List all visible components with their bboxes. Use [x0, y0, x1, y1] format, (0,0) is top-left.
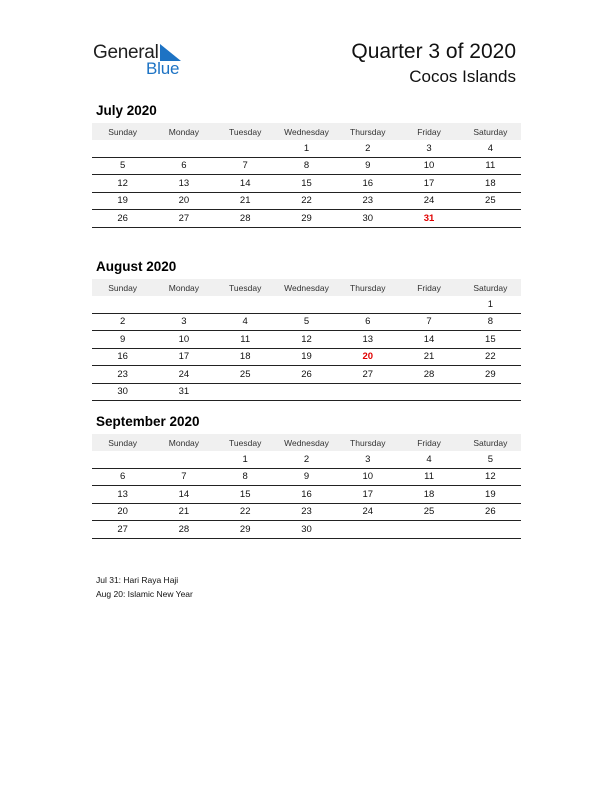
day-cell: 19 — [276, 348, 337, 366]
day-cell: 2 — [337, 140, 398, 157]
day-cell: 21 — [153, 503, 214, 521]
calendar-grid — [92, 434, 521, 539]
day-cell — [92, 140, 153, 157]
day-cell: 17 — [337, 486, 398, 504]
day-cell: 22 — [215, 503, 276, 521]
day-cell: 11 — [460, 157, 521, 175]
month-september — [92, 414, 521, 539]
day-cell — [337, 521, 398, 539]
day-cell — [153, 451, 214, 468]
day-cell: 17 — [153, 348, 214, 366]
day-cell: 13 — [153, 175, 214, 193]
holiday-notes — [96, 573, 193, 601]
day-cell: 16 — [92, 348, 153, 366]
week-row — [92, 521, 521, 539]
week-row — [92, 157, 521, 175]
day-cell: 27 — [153, 210, 214, 228]
day-cell: 22 — [460, 348, 521, 366]
day-cell: 18 — [460, 175, 521, 193]
day-cell: 6 — [337, 313, 398, 331]
week-row — [92, 486, 521, 504]
brand-general-text: General — [93, 42, 159, 63]
holiday-note: Aug 20: Islamic New Year — [96, 589, 193, 599]
weekday-header-row — [92, 123, 521, 140]
holiday-note: Jul 31: Hari Raya Haji — [96, 575, 179, 585]
day-cell: 7 — [398, 313, 459, 331]
day-cell: 2 — [276, 451, 337, 468]
week-row — [92, 140, 521, 157]
day-cell — [215, 296, 276, 313]
weekday-label: Sunday — [92, 279, 153, 296]
week-row — [92, 366, 521, 384]
weekday-label: Wednesday — [276, 123, 337, 140]
weekday-label: Thursday — [337, 279, 398, 296]
day-cell: 5 — [460, 451, 521, 468]
day-cell: 3 — [337, 451, 398, 468]
weekday-label: Wednesday — [276, 434, 337, 451]
weekday-label: Saturday — [460, 434, 521, 451]
day-cell — [398, 383, 459, 401]
day-cell: 20 — [337, 348, 398, 366]
day-cell — [337, 383, 398, 401]
week-row — [92, 192, 521, 210]
weekday-header-row — [92, 279, 521, 296]
week-row — [92, 348, 521, 366]
day-cell: 9 — [276, 468, 337, 486]
weekday-label: Saturday — [460, 279, 521, 296]
day-cell: 23 — [337, 192, 398, 210]
day-cell: 28 — [398, 366, 459, 384]
day-cell: 9 — [337, 157, 398, 175]
day-cell: 7 — [215, 157, 276, 175]
day-cell: 30 — [276, 521, 337, 539]
weekday-header-row — [92, 434, 521, 451]
day-cell: 15 — [460, 331, 521, 349]
day-cell: 25 — [398, 503, 459, 521]
day-cell: 15 — [215, 486, 276, 504]
weekday-label: Tuesday — [215, 279, 276, 296]
day-cell: 12 — [460, 468, 521, 486]
weekday-label: Monday — [153, 434, 214, 451]
day-cell: 5 — [92, 157, 153, 175]
day-cell — [460, 521, 521, 539]
day-cell: 23 — [92, 366, 153, 384]
weekday-label: Thursday — [337, 434, 398, 451]
day-cell: 26 — [276, 366, 337, 384]
page-title: Quarter 3 of 2020 — [351, 40, 516, 63]
day-cell: 18 — [398, 486, 459, 504]
day-cell: 29 — [460, 366, 521, 384]
day-cell: 1 — [276, 140, 337, 157]
month-title: July 2020 — [96, 103, 157, 118]
day-cell: 24 — [153, 366, 214, 384]
day-cell — [398, 296, 459, 313]
week-row — [92, 210, 521, 228]
day-cell: 8 — [215, 468, 276, 486]
day-cell: 27 — [92, 521, 153, 539]
day-cell: 30 — [92, 383, 153, 401]
day-cell: 1 — [215, 451, 276, 468]
day-cell — [276, 296, 337, 313]
day-cell — [153, 296, 214, 313]
weekday-label: Saturday — [460, 123, 521, 140]
day-cell — [460, 383, 521, 401]
day-cell — [215, 383, 276, 401]
weekday-label: Thursday — [337, 123, 398, 140]
day-cell: 1 — [460, 296, 521, 313]
day-cell: 25 — [215, 366, 276, 384]
day-cell: 3 — [398, 140, 459, 157]
day-cell: 4 — [215, 313, 276, 331]
week-row — [92, 175, 521, 193]
day-cell: 29 — [276, 210, 337, 228]
day-cell: 2 — [92, 313, 153, 331]
day-cell: 13 — [337, 331, 398, 349]
day-cell: 11 — [215, 331, 276, 349]
day-cell: 12 — [92, 175, 153, 193]
day-cell: 15 — [276, 175, 337, 193]
week-row — [92, 468, 521, 486]
day-cell: 27 — [337, 366, 398, 384]
day-cell: 28 — [215, 210, 276, 228]
day-cell: 14 — [215, 175, 276, 193]
day-cell: 19 — [92, 192, 153, 210]
week-row — [92, 296, 521, 313]
weekday-label: Friday — [398, 123, 459, 140]
day-cell: 10 — [398, 157, 459, 175]
day-cell: 22 — [276, 192, 337, 210]
day-cell: 18 — [215, 348, 276, 366]
day-cell — [153, 140, 214, 157]
day-cell — [92, 296, 153, 313]
day-cell: 25 — [460, 192, 521, 210]
calendar-grid — [92, 123, 521, 228]
day-cell: 10 — [153, 331, 214, 349]
weekday-label: Wednesday — [276, 279, 337, 296]
day-cell: 13 — [92, 486, 153, 504]
day-cell: 14 — [153, 486, 214, 504]
day-cell: 7 — [153, 468, 214, 486]
day-cell: 3 — [153, 313, 214, 331]
calendar-grid — [92, 279, 521, 401]
day-cell: 9 — [92, 331, 153, 349]
day-cell — [337, 296, 398, 313]
day-cell: 16 — [276, 486, 337, 504]
month-title: August 2020 — [96, 259, 177, 274]
day-cell: 6 — [92, 468, 153, 486]
week-row — [92, 313, 521, 331]
day-cell: 23 — [276, 503, 337, 521]
week-row — [92, 383, 521, 401]
day-cell: 26 — [460, 503, 521, 521]
day-cell: 30 — [337, 210, 398, 228]
day-cell — [398, 521, 459, 539]
day-cell: 24 — [398, 192, 459, 210]
weekday-label: Monday — [153, 123, 214, 140]
day-cell: 31 — [153, 383, 214, 401]
day-cell: 4 — [460, 140, 521, 157]
day-cell: 8 — [460, 313, 521, 331]
weekday-label: Friday — [398, 434, 459, 451]
day-cell — [460, 210, 521, 228]
day-cell: 28 — [153, 521, 214, 539]
day-cell: 10 — [337, 468, 398, 486]
day-cell: 21 — [398, 348, 459, 366]
day-cell: 4 — [398, 451, 459, 468]
day-cell: 11 — [398, 468, 459, 486]
month-title: September 2020 — [96, 414, 200, 429]
brand-blue-text: Blue — [146, 59, 180, 78]
day-cell: 29 — [215, 521, 276, 539]
day-cell: 20 — [92, 503, 153, 521]
weekday-label: Sunday — [92, 123, 153, 140]
month-august — [92, 259, 521, 401]
day-cell: 16 — [337, 175, 398, 193]
page-subtitle: Cocos Islands — [409, 67, 516, 86]
month-july — [92, 103, 521, 228]
weekday-label: Tuesday — [215, 434, 276, 451]
day-cell: 20 — [153, 192, 214, 210]
day-cell — [276, 383, 337, 401]
brand-logo — [93, 42, 193, 78]
day-cell: 31 — [398, 210, 459, 228]
day-cell: 8 — [276, 157, 337, 175]
day-cell — [92, 451, 153, 468]
weekday-label: Friday — [398, 279, 459, 296]
day-cell: 19 — [460, 486, 521, 504]
week-row — [92, 331, 521, 349]
week-row — [92, 451, 521, 468]
day-cell: 26 — [92, 210, 153, 228]
weekday-label: Tuesday — [215, 123, 276, 140]
weekday-label: Monday — [153, 279, 214, 296]
week-row — [92, 503, 521, 521]
day-cell: 24 — [337, 503, 398, 521]
weekday-label: Sunday — [92, 434, 153, 451]
day-cell: 6 — [153, 157, 214, 175]
day-cell: 17 — [398, 175, 459, 193]
day-cell: 5 — [276, 313, 337, 331]
day-cell: 14 — [398, 331, 459, 349]
day-cell — [215, 140, 276, 157]
day-cell: 21 — [215, 192, 276, 210]
day-cell: 12 — [276, 331, 337, 349]
